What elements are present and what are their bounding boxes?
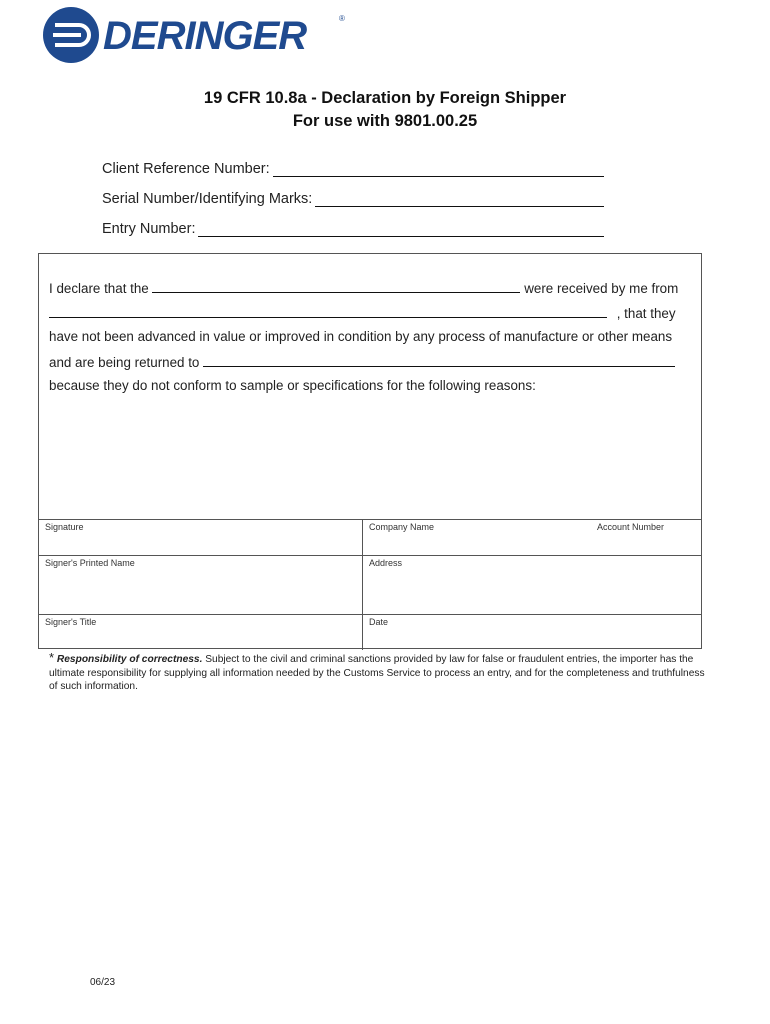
- serial-number-label: Serial Number/Identifying Marks:: [102, 191, 313, 207]
- entry-number-field: [102, 221, 604, 237]
- address-cell[interactable]: [363, 556, 701, 614]
- printed-name-cell[interactable]: [39, 556, 362, 614]
- form-subtitle: For use with 9801.00.25: [292, 112, 478, 130]
- declaration-text-2: , that they: [616, 306, 676, 321]
- declaration-line-4: [49, 354, 675, 370]
- signer-title-cell[interactable]: [39, 615, 362, 650]
- printed-name-label: Signer's Printed Name: [45, 558, 135, 568]
- serial-number-field: [102, 191, 604, 207]
- account-number-cell[interactable]: [591, 520, 701, 555]
- signature-cell[interactable]: [39, 520, 362, 555]
- declaration-line-1: [49, 280, 678, 296]
- deringer-emblem-icon: [41, 5, 103, 67]
- footnote-heading: Responsibility of correctness.: [56, 654, 203, 665]
- reasons-area[interactable]: [49, 402, 689, 512]
- goods-description-input[interactable]: [152, 280, 520, 293]
- entry-number-label: Entry Number:: [102, 221, 196, 237]
- declaration-text-1b: were received by me from: [524, 281, 679, 296]
- date-cell[interactable]: [363, 615, 701, 650]
- declaration-text-4: and are being returned to: [49, 355, 200, 370]
- client-reference-field: [102, 161, 604, 177]
- signature-grid: [39, 519, 701, 650]
- client-reference-label: Client Reference Number:: [102, 161, 270, 177]
- company-name-label: Company Name: [369, 522, 435, 532]
- brand-name: DERINGER: [103, 14, 307, 58]
- footnote-asterisk: *: [49, 650, 55, 665]
- form-title: 19 CFR 10.8a - Declaration by Foreign Shipper: [203, 89, 567, 107]
- declaration-line-3: have not been advanced in value or improved in condition by any process of manufacture or other means: [49, 329, 673, 344]
- form-revision-code: 06/23: [90, 977, 116, 988]
- company-name-cell[interactable]: [363, 520, 563, 555]
- entry-number-input[interactable]: [198, 222, 604, 237]
- serial-number-input[interactable]: [315, 192, 604, 207]
- footnote-text: Subject to the civil and criminal sanctions provided by law for false or fraudulent entries, the importer has the ultimate responsibility for supplying all information needed by the Customs Service to process an entry, and for the completeness and truthfulness of such information.: [49, 654, 705, 692]
- client-reference-input[interactable]: [273, 162, 604, 177]
- account-number-label: Account Number: [597, 522, 665, 532]
- declaration-box: [38, 253, 702, 649]
- declaration-line-2: [49, 305, 689, 321]
- signer-title-label: Signer's Title: [45, 617, 97, 627]
- date-label: Date: [369, 617, 389, 627]
- returned-to-input[interactable]: [203, 354, 675, 367]
- signature-label: Signature: [45, 522, 84, 532]
- responsibility-footnote: [49, 651, 709, 694]
- sender-input[interactable]: [49, 305, 607, 318]
- registered-mark: ®: [339, 14, 345, 23]
- deringer-logo: [41, 5, 361, 67]
- address-label: Address: [369, 558, 403, 568]
- declaration-text-1a: I declare that the: [49, 281, 149, 296]
- declaration-line-5: because they do not conform to sample or specifications for the following reasons:: [49, 378, 536, 393]
